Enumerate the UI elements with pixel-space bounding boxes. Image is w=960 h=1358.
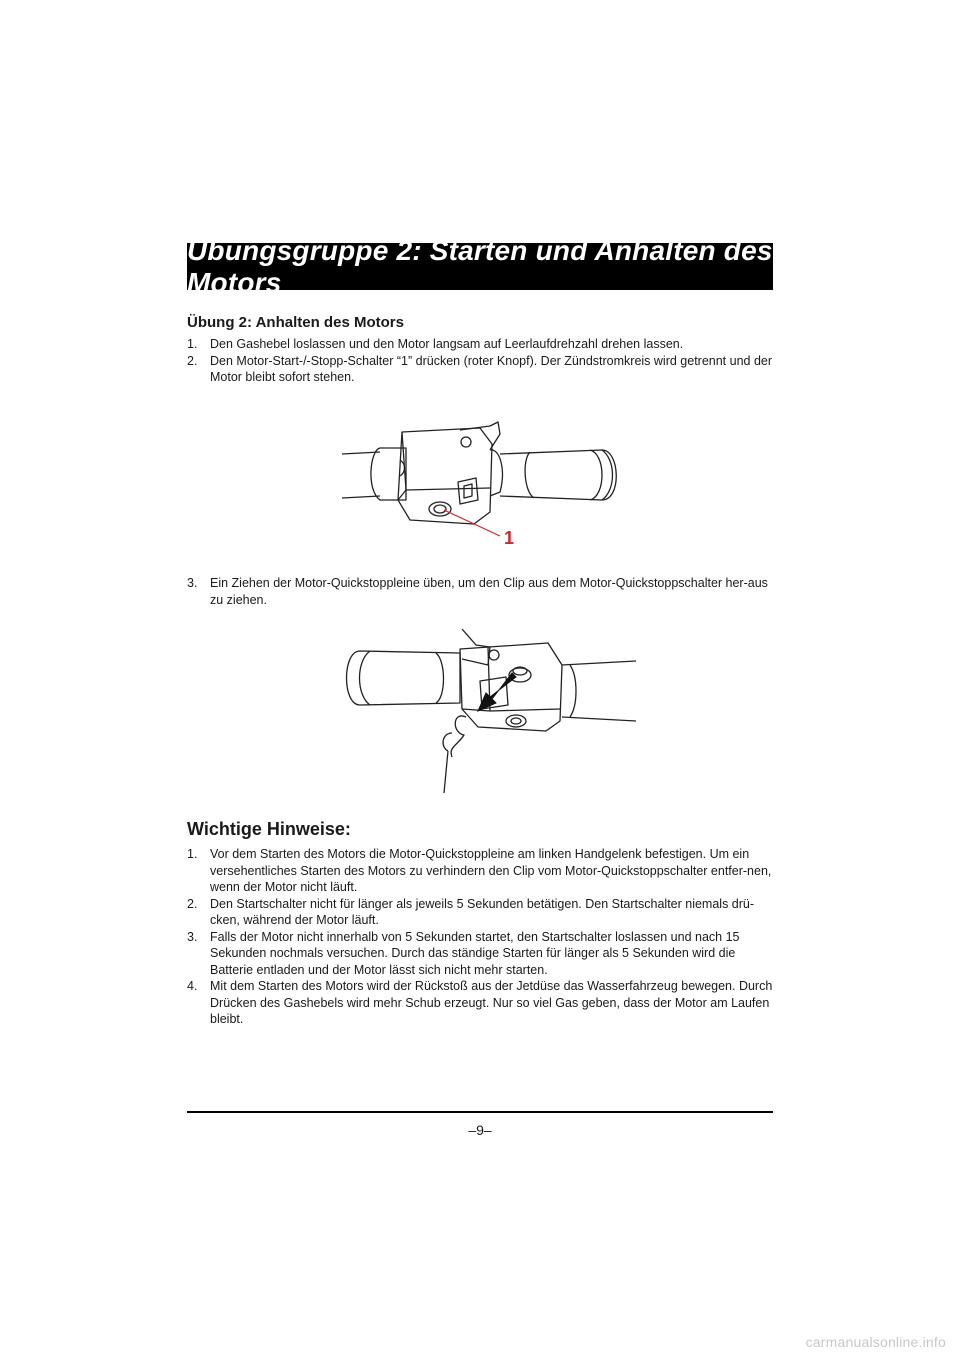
notes-list: [187, 846, 773, 1028]
page-title-banner: [187, 234, 773, 298]
exercise-heading: Übung 2: Anhalten des Motors: [187, 314, 404, 331]
exercise-section: [187, 314, 773, 386]
handlebar-left-icon: [340, 625, 640, 795]
page-title: Übungsgruppe 2: Starten und Anhalten des Motors: [187, 234, 773, 298]
page-number: –9–: [468, 1122, 492, 1138]
handlebar-right-icon: [340, 420, 630, 560]
stop-switch-illustration: [340, 420, 630, 560]
notes-section: [187, 818, 773, 1028]
watermark: carmanualsonline.info: [805, 1334, 946, 1350]
exercise-step-3: [187, 575, 773, 608]
list-item: 3. Ein Ziehen der Motor-Quickstoppleine üben, um den Clip aus dem Motor-Quickstoppschalter her-aus zu ziehen.: [187, 576, 768, 607]
lanyard-illustration: [340, 625, 640, 795]
footer-divider: [187, 1111, 773, 1113]
list-item: 1. Den Gashebel loslassen und den Motor langsam auf Leerlaufdrehzahl drehen lassen.: [187, 337, 684, 351]
list-item: 2. Den Motor-Start-/-Stopp-Schalter “1” drücken (roter Knopf). Der Zündstromkreis wird getrennt und der Motor bleibt sofort stehen.: [187, 353, 773, 384]
exercise-steps-continued: [187, 575, 773, 608]
list-item: 1. Vor dem Starten des Motors die Motor-Quickstoppleine am linken Handgelenk befestigen. Um ein versehentliches Starten des Motors zu verhindern den Clip vom Motor-Quickstoppschalter entfer-nen, wenn der Motor nicht läuft.: [187, 847, 772, 894]
notes-heading: Wichtige Hinweise:: [187, 819, 351, 839]
callout-label: 1: [504, 528, 515, 548]
list-item: 2. Den Startschalter nicht für länger als jeweils 5 Sekunden betätigen. Den Startschalter niemals drü-cken, während der Motor läuft.: [187, 896, 755, 927]
exercise-steps: [187, 336, 773, 386]
list-item: 3. Falls der Motor nicht innerhalb von 5 Sekunden startet, den Startschalter loslassen und nach 15 Sekunden nochmals versuchen. Durch das ständige Starten für länger als 5 Sekunden wird die Batterie entladen und der Motor lässt sich nicht mehr starten.: [187, 929, 740, 977]
list-item: 4. Mit dem Starten des Motors wird der Rückstoß aus der Jetdüse das Wasserfahrzeug bewegen. Durch Drücken des Gashebels wird mehr Schub erzeugt. Nur so viel Gas geben, dass der Motor am Laufen bleibt.: [187, 979, 773, 1026]
